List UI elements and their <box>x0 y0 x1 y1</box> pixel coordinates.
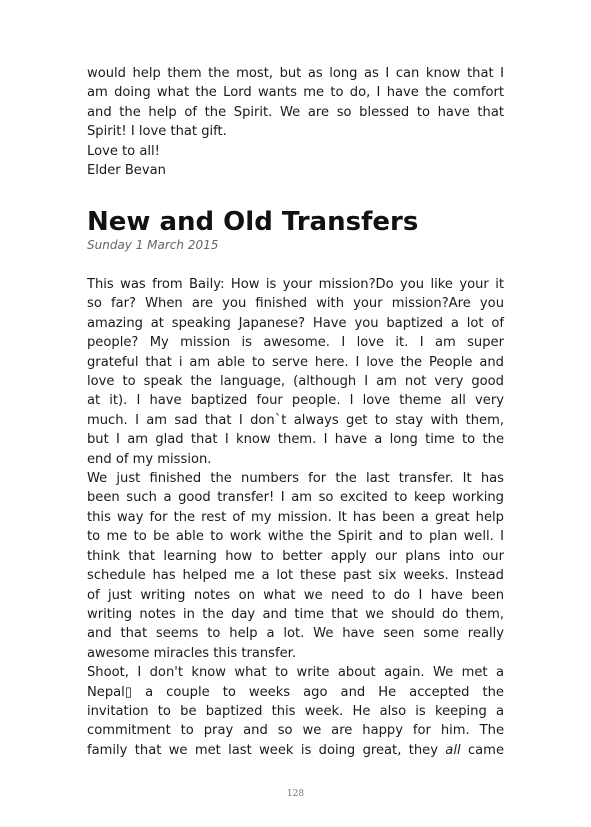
text-line: We just finished the numbers for the last transfer. It has <box>87 471 504 487</box>
intro-paragraph <box>87 64 504 180</box>
page-number: 128 <box>286 789 305 799</box>
text-line: commitment to pray and so we are happy for him. The <box>87 723 504 739</box>
text-line: Spirit! I love that gift. <box>87 124 227 140</box>
text-line: Shoot, I don't know what to write about again. We met a <box>87 665 504 681</box>
article-paragraph-1 <box>87 275 504 469</box>
text-line: love to speak the language, (although I am not very good <box>87 374 504 390</box>
text-line: would help them the most, but as long as I can know that I <box>87 66 504 81</box>
text-line: Nepal▯ a couple to weeks ago and He accepted the <box>87 684 504 700</box>
text-line: been such a good transfer! I am so excited to keep working <box>87 490 504 506</box>
closing-line: Love to all! <box>87 143 160 159</box>
text-line: schedule has helped me a lot these past six weeks. Instead <box>87 568 504 584</box>
text-line: grateful that i am able to serve here. I love the People and <box>87 354 504 370</box>
text-line: and that seems to help a lot. We have seen some really <box>87 626 504 642</box>
article-date: Sunday 1 March 2015 <box>87 238 219 252</box>
text-line: this way for the rest of my mission. It has been a great help <box>87 509 504 525</box>
text-line: but I am glad that I know them. I have a long time to the <box>87 432 504 448</box>
text-line: writing notes in the day and time that we should do them, <box>87 606 504 622</box>
text-line: end of my mission. <box>87 451 212 467</box>
text-line: so far? When are you finished with your mission?Are you <box>87 296 504 312</box>
text-line: think that learning how to better apply our plans into our <box>87 548 504 564</box>
article-paragraph-3 <box>87 663 504 760</box>
text-line: and the help of the Spirit. We are so blessed to have that <box>87 104 504 120</box>
text-fragment: came <box>460 742 504 758</box>
text-line: to me to be able to work withe the Spirit and to plan well. I <box>87 529 504 545</box>
text-line <box>87 741 504 760</box>
article-body <box>87 275 504 760</box>
text-line: much. I am sad that I don`t always get to stay with them, <box>87 412 504 428</box>
text-line: at it). I have baptized four people. I love theme all very <box>87 393 504 409</box>
text-line: am doing what the Lord wants me to do, I have the comfort <box>87 85 504 101</box>
intro-section <box>87 64 504 180</box>
text-line: of just writing notes on what we need to do I have been <box>87 587 504 603</box>
text-line: invitation to be baptized this week. He also is keeping a <box>87 703 504 719</box>
emphasized-word: all <box>445 742 461 758</box>
signature: Elder Bevan <box>87 163 166 179</box>
text-fragment: family that we met last week is doing great, they <box>87 742 446 758</box>
text-line: amazing at speaking Japanese? Have you baptized a lot of <box>87 315 504 331</box>
text-line: awesome miracles this transfer. <box>87 645 296 661</box>
article-paragraph-2 <box>87 469 504 663</box>
text-line: This was from Baily: How is your mission?Do you like your it <box>87 277 504 292</box>
article-title: New and Old Transfers <box>87 207 419 237</box>
text-line: people? My mission is awesome. I love it. I am super <box>87 335 504 351</box>
